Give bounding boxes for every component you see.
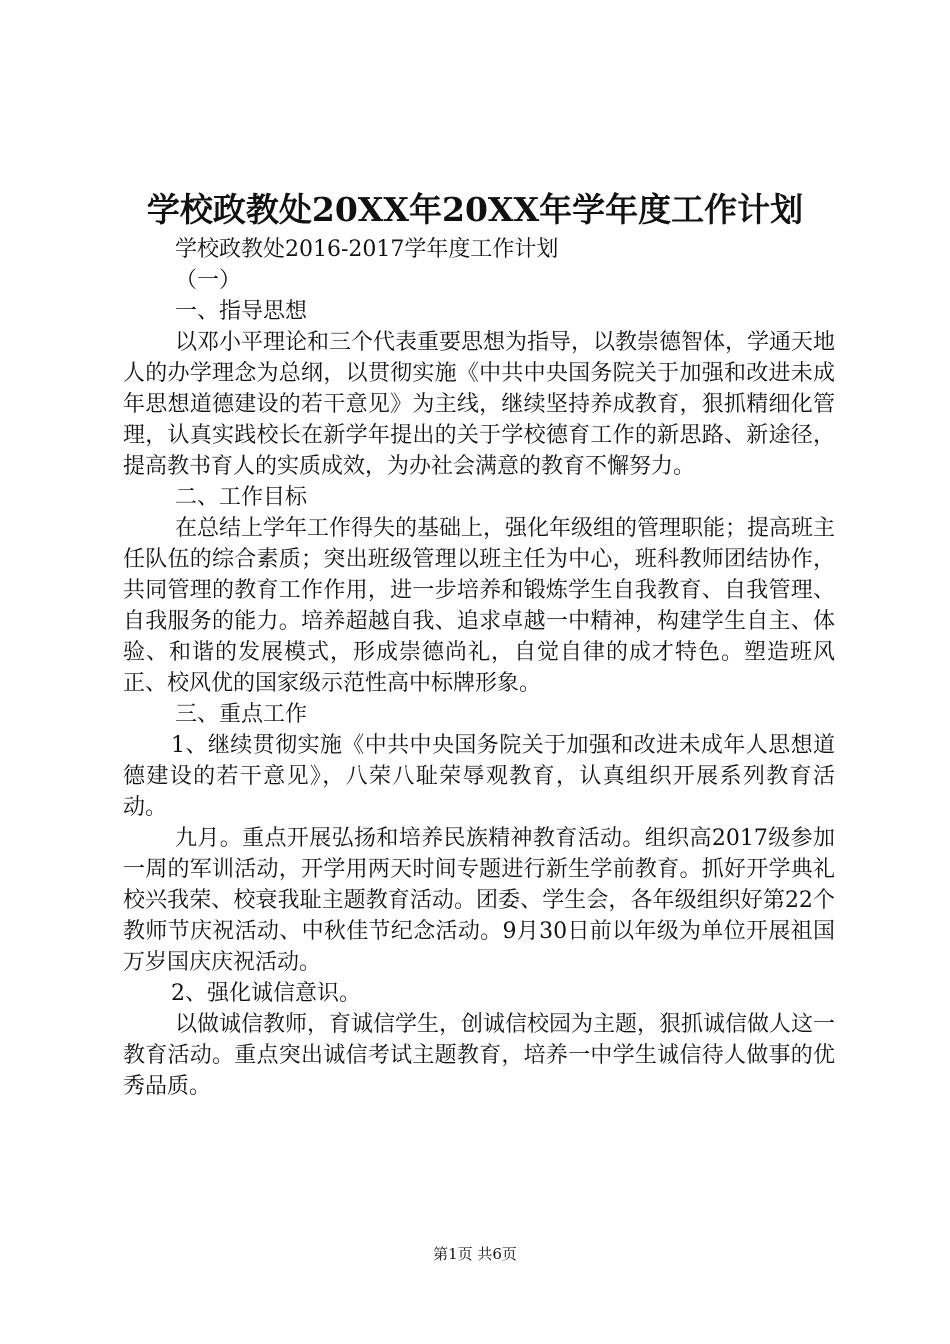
paragraph: 九月。重点开展弘扬和培养民族精神教育活动。组织高2017级参加一周的军训活动，开学用两天时间专题进行新生学前教育。抓好开学典礼校兴我荣、校衰我耻主题教育活动。团委、学生会，各年级组织好第22个教师节庆祝活动、中秋佳节纪念活动。9月30日前以年级为单位开展祖国万岁国庆庆祝活动。 bbox=[123, 826, 835, 975]
paragraph: 以做诚信教师，育诚信学生，创诚信校园为主题，狠抓诚信做人这一教育活动。重点突出诚信考试主题教育，培养一中学生诚信待人做事的优秀品质。 bbox=[123, 1012, 836, 1099]
paragraph: 在总结上学年工作得失的基础上，强化年级组的管理职能；提高班主任队伍的综合素质；突出班级管理以班主任为中心，班科教师团结协作，共同管理的教育工作作用，进一步培养和锻炼学生自我教育、自我管理、自我服务的能力。培养超越自我、追求卓越一中精神，构建学生自主、体验、和谐的发展模式，形成崇德尚礼，自觉自律的成才特色。塑造班风正、校风优的国家级示范性高中标牌形象。 bbox=[123, 516, 836, 696]
paragraph: 一、指导思想 bbox=[175, 299, 308, 324]
paragraph: （一） bbox=[175, 268, 242, 293]
paragraph: 1、继续贯彻实施《中共中央国务院关于加强和改进未成年人思想道德建设的若干意见》，八荣八耻荣辱观教育，认真组织开展系列教育活动。 bbox=[123, 733, 835, 820]
document-title: 学校政教处20XX年20XX年学年度工作计划 bbox=[146, 190, 804, 229]
paragraph: 三、重点工作 bbox=[175, 702, 308, 727]
paragraph: 二、工作目标 bbox=[175, 485, 308, 510]
page-footer: 第1页 共6页 bbox=[433, 1245, 517, 1263]
paragraph: 学校政教处2016-2017学年度工作计划 bbox=[175, 237, 559, 262]
paragraph: 以邓小平理论和三个代表重要思想为指导，以教崇德智体，学通天地人的办学理念为总纲，以贯彻实施《中共中央国务院关于加强和改进未成年思想道德建设的若干意见》为主线，继续坚持养成教育，狠抓精细化管理，认真实践校长在新学年提出的关于学校德育工作的新思路、新途径，提高教书育人的实质成效，为办社会满意的教育不懈努力。 bbox=[123, 330, 836, 479]
document-body bbox=[123, 234, 835, 1102]
paragraph: 2、强化诚信意识。 bbox=[171, 981, 361, 1006]
